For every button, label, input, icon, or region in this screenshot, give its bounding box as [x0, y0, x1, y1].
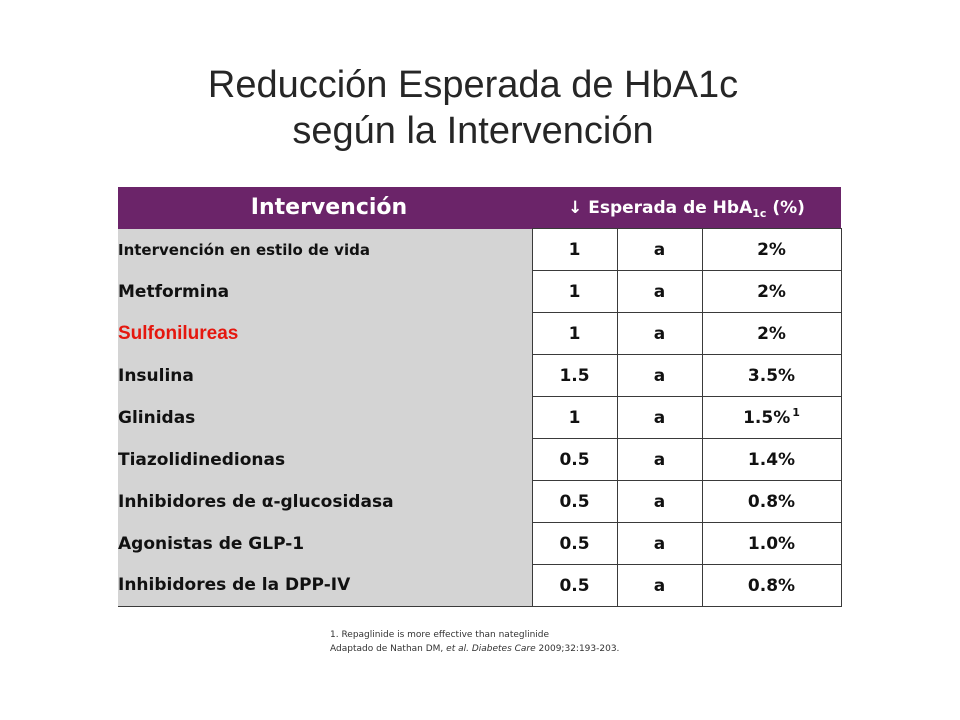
citation-prefix: Adaptado de Nathan DM, [330, 644, 447, 654]
row-intervention-name: Insulina [118, 355, 532, 397]
row-separator: a [617, 229, 702, 271]
row-intervention-name: Tiazolidinedionas [118, 439, 532, 481]
row-to-value: 1.0% [702, 523, 841, 565]
row-from-value: 0.5 [532, 481, 617, 523]
table-row [118, 229, 841, 271]
row-separator: a [617, 439, 702, 481]
row-separator: a [617, 481, 702, 523]
row-to-value: 0.8% [702, 565, 841, 607]
table-row [118, 565, 841, 607]
table-row [118, 271, 841, 313]
table-row [118, 397, 841, 439]
row-to-value: 3.5% [702, 355, 841, 397]
title-line-1: Reducción Esperada de HbA1c [207, 64, 739, 106]
table-row [118, 439, 841, 481]
row-from-value: 1 [532, 313, 617, 355]
footnote-marker: 1 [792, 405, 800, 419]
row-separator: a [617, 397, 702, 439]
row-separator: a [617, 271, 702, 313]
row-from-value: 0.5 [532, 565, 617, 607]
row-from-value: 1 [532, 397, 617, 439]
row-separator: a [617, 355, 702, 397]
row-to-value: 1.5% [743, 407, 791, 428]
row-separator: a [617, 565, 702, 607]
table-row [118, 481, 841, 523]
header-expected-suffix: (%) [766, 197, 805, 218]
slide-title [0, 62, 946, 154]
row-from-value: 1 [532, 229, 617, 271]
row-from-value: 0.5 [532, 523, 617, 565]
source-citation [330, 642, 619, 656]
row-intervention-name: Glinidas [118, 397, 532, 439]
hba1c-reduction-table [118, 187, 842, 607]
citation-journal: et al. Diabetes Care [446, 644, 536, 654]
row-to-value: 2% [702, 229, 841, 271]
row-to-value: 1.4% [702, 439, 841, 481]
row-from-value: 0.5 [532, 439, 617, 481]
row-separator: a [617, 523, 702, 565]
footnotes [330, 628, 619, 656]
header-intervention: Intervención [118, 187, 532, 229]
row-to-value-with-note [702, 397, 841, 439]
title-line-2: según la Intervención [292, 110, 654, 152]
header-expected-reduction [532, 187, 841, 229]
row-intervention-name: Intervención en estilo de vida [118, 229, 532, 271]
row-intervention-name: Inhibidores de α-glucosidasa [118, 481, 532, 523]
row-separator: a [617, 313, 702, 355]
row-to-value: 0.8% [702, 481, 841, 523]
citation-suffix: 2009;32:193-203. [535, 644, 620, 654]
row-from-value: 1 [532, 271, 617, 313]
table-header-row [118, 187, 841, 229]
row-intervention-name: Metformina [118, 271, 532, 313]
table-row [118, 523, 841, 565]
header-expected-prefix: ↓ Esperada de HbA [568, 197, 753, 218]
row-intervention-name: Agonistas de GLP-1 [118, 523, 532, 565]
table-row [118, 355, 841, 397]
table-row [118, 313, 841, 355]
row-intervention-name-highlighted: Sulfonilureas [118, 313, 532, 355]
footnote-1: 1. Repaglinide is more effective than nateglinide [330, 630, 550, 640]
row-intervention-name: Inhibidores de la DPP-IV [118, 565, 532, 607]
row-to-value: 2% [702, 313, 841, 355]
header-expected-subscript: 1c [752, 206, 767, 220]
row-to-value: 2% [702, 271, 841, 313]
row-from-value: 1.5 [532, 355, 617, 397]
